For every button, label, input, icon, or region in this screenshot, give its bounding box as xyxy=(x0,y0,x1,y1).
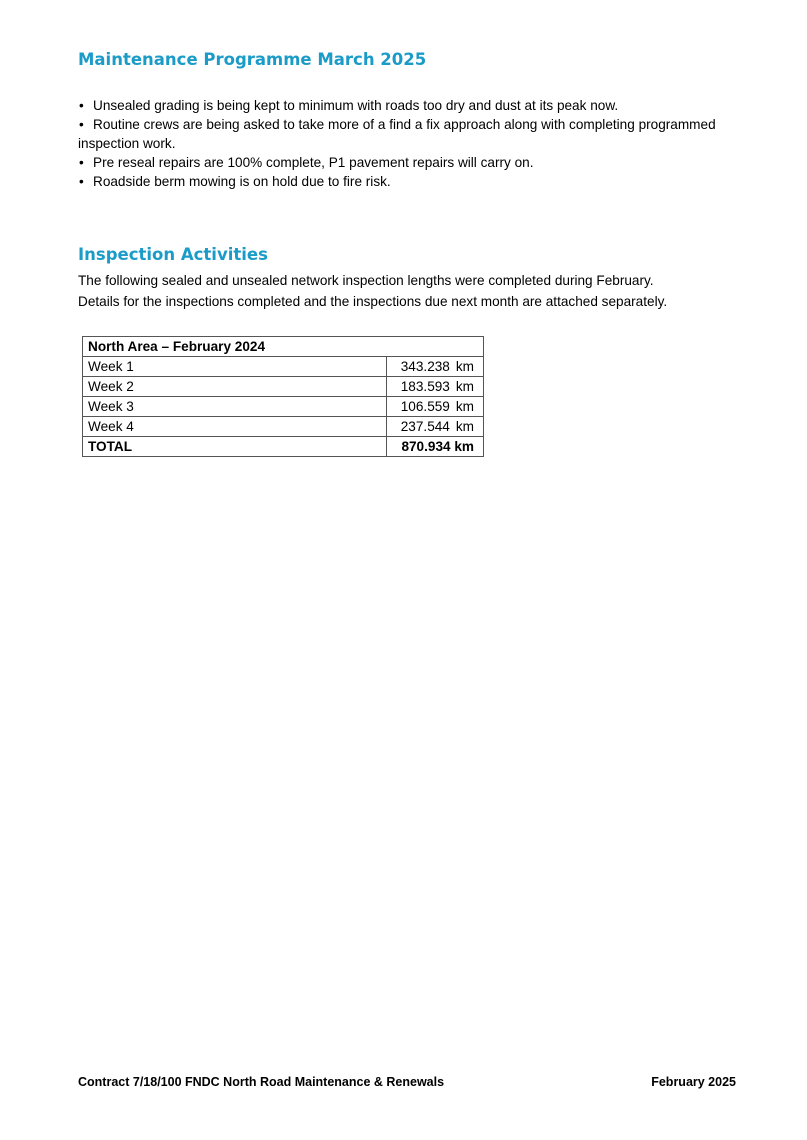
table-total-row xyxy=(83,437,484,457)
week-length: 106.559 km xyxy=(387,397,484,417)
week-label: Week 1 xyxy=(83,357,387,377)
maintenance-bullet-list xyxy=(78,96,718,191)
inspection-heading: Inspection Activities xyxy=(78,245,268,264)
bullet-item: • Unsealed grading is being kept to minimum with roads too dry and dust at its peak now. xyxy=(79,98,619,113)
bullet-item: • Roadside berm mowing is on hold due to fire risk. xyxy=(79,174,391,189)
inspection-table xyxy=(82,336,484,457)
table-row xyxy=(83,417,484,437)
paragraph: The following sealed and unsealed network inspection lengths were completed during February. xyxy=(78,273,654,288)
footer-contract: Contract 7/18/100 FNDC North Road Maintenance & Renewals xyxy=(78,1075,445,1089)
table-row xyxy=(83,377,484,397)
footer-date: February 2025 xyxy=(651,1075,736,1089)
page-footer xyxy=(78,1075,736,1089)
bullet-icon: • xyxy=(79,98,84,113)
table-header: North Area – February 2024 xyxy=(83,337,484,357)
bullet-item: • Pre reseal repairs are 100% complete, P1 pavement repairs will carry on. xyxy=(79,155,534,170)
week-length: 183.593 km xyxy=(387,377,484,397)
table-row xyxy=(83,357,484,377)
bullet-icon: • xyxy=(79,174,84,189)
week-label: Week 2 xyxy=(83,377,387,397)
table-header-row xyxy=(83,337,484,357)
inspection-description xyxy=(78,270,778,312)
week-label: Week 3 xyxy=(83,397,387,417)
maintenance-heading: Maintenance Programme March 2025 xyxy=(78,50,427,69)
bullet-icon: • xyxy=(79,155,84,170)
week-length: 237.544 km xyxy=(387,417,484,437)
bullet-item: • Routine crews are being asked to take more of a find a fix approach along with completing programmed inspection work. xyxy=(78,117,716,151)
week-label: Week 4 xyxy=(83,417,387,437)
paragraph: Details for the inspections completed and the inspections due next month are attached separately. xyxy=(78,294,668,309)
total-length: 870.934 km xyxy=(387,437,484,457)
week-length: 343.238 km xyxy=(387,357,484,377)
table-row xyxy=(83,397,484,417)
bullet-icon: • xyxy=(79,117,84,132)
total-label: TOTAL xyxy=(83,437,387,457)
